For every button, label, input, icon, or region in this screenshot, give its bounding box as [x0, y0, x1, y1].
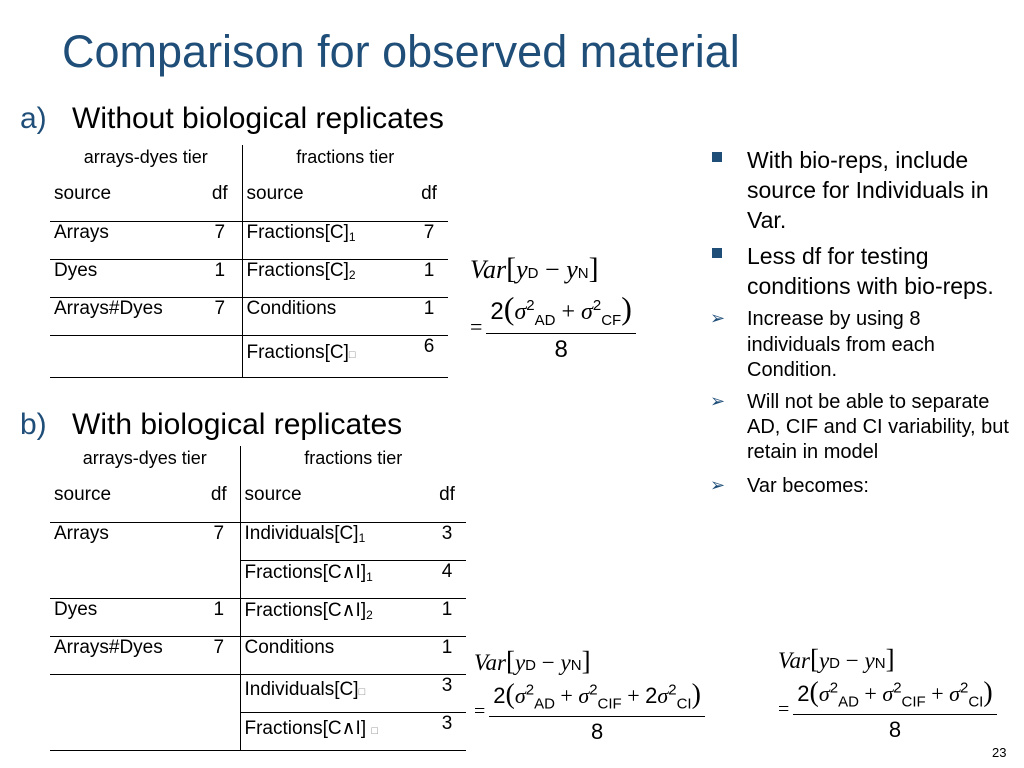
cell-text: Fractions[C]	[246, 341, 349, 363]
table-cell	[240, 674, 428, 712]
minus-sign: −	[845, 648, 859, 673]
plus-sign: +	[561, 299, 576, 325]
var-symbol: Var	[778, 648, 810, 673]
square: 2	[829, 679, 839, 697]
section-a-label: a)	[20, 102, 47, 135]
bullet-item	[712, 146, 1012, 236]
table-a	[50, 145, 448, 378]
subscript-cf: CF	[601, 311, 622, 329]
table-cell	[240, 712, 428, 750]
table-cell: Dyes	[50, 259, 198, 297]
formula-b	[474, 646, 705, 745]
cell-text: Fractions[C∧I]	[244, 561, 367, 583]
bullet-text: Less df for testing conditions with bio-reps.	[747, 242, 994, 299]
fraction	[486, 290, 635, 364]
cell-subscript: 1	[366, 569, 373, 584]
table-row	[50, 259, 448, 297]
subscript-d: D	[829, 655, 841, 672]
subscript-cif: CIF	[597, 695, 622, 713]
denominator: 8	[888, 717, 902, 743]
table-b-h-source1: source	[54, 484, 112, 505]
square: 2	[893, 679, 902, 697]
formula-b-lhs: Var[yD − yN]	[474, 646, 591, 676]
sigma-symbol: σ	[578, 683, 590, 708]
arrow-bullet-icon: ➢	[710, 474, 726, 495]
arrow-bullet-icon: ➢	[710, 390, 726, 411]
table-cell	[240, 636, 428, 674]
table-cell: Arrays#Dyes	[50, 636, 198, 674]
table-cell: Dyes	[50, 598, 198, 636]
bullet-text: Will not be able to separate AD, CIF and CI variability, but retain in model	[747, 390, 1009, 464]
table-a-h-source2: source	[242, 183, 410, 221]
sigma-symbol: σ	[514, 683, 526, 708]
square-bullet-icon	[712, 248, 722, 258]
table-cell	[198, 560, 240, 598]
table-row	[50, 636, 466, 674]
table-cell	[240, 522, 428, 560]
denominator: 8	[590, 719, 604, 745]
table-cell	[242, 335, 410, 377]
table-row	[50, 221, 448, 259]
subscript-ci: CI	[968, 693, 984, 711]
sigma-symbol: σ	[514, 299, 527, 325]
cell-text: Individuals[C]	[244, 678, 359, 700]
table-a-h-df1: df	[211, 183, 228, 204]
table-row	[50, 522, 466, 560]
subscript-d: D	[527, 265, 539, 282]
sub-bullet-item	[660, 390, 1012, 466]
bullet-text: Increase by using 8 individuals from each Condition.	[747, 308, 935, 382]
table-row	[50, 598, 466, 636]
fraction	[489, 679, 705, 745]
formula-c-lhs: Var[yD − yN]	[778, 644, 895, 674]
subscript-cif: CIF	[901, 693, 926, 711]
sigma-symbol: σ	[657, 683, 669, 708]
table-cell: Arrays	[50, 221, 198, 259]
table-cell: 1	[410, 259, 448, 297]
coef: 2	[645, 683, 658, 708]
sub-bullet-item	[660, 307, 1012, 383]
table-cell: 7	[198, 221, 242, 259]
var-symbol: Var	[470, 255, 507, 284]
table-cell	[242, 221, 410, 259]
table-cell: Arrays	[50, 522, 198, 560]
table-b-h-source2: source	[240, 484, 428, 522]
subscript-ad: AD	[838, 693, 859, 711]
missing-glyph-icon: □	[348, 348, 356, 361]
subscript-n: N	[874, 655, 886, 672]
equals-sign: =	[470, 313, 483, 339]
table-cell: 1	[428, 598, 466, 636]
table-a-tier1: arrays-dyes tier	[83, 147, 208, 167]
table-cell	[242, 259, 410, 297]
table-cell	[50, 674, 198, 712]
table-cell: 4	[428, 560, 466, 598]
equals-sign: =	[778, 698, 790, 721]
bullet-item	[712, 242, 1012, 302]
table-cell	[240, 598, 428, 636]
sigma-symbol: σ	[882, 681, 894, 706]
cell-subscript: 2	[366, 607, 373, 622]
table-row	[50, 297, 448, 335]
subscript-ad: AD	[534, 311, 556, 329]
y-symbol: y	[864, 648, 875, 673]
cell-text: Conditions	[246, 297, 337, 319]
table-cell: 7	[410, 221, 448, 259]
formula-a-lhs: Var[yD − yN]	[470, 252, 599, 285]
cell-text: Fractions[C]	[246, 221, 349, 243]
minus-sign: −	[541, 650, 555, 675]
y-symbol: y	[566, 255, 578, 284]
square: 2	[526, 297, 535, 314]
bullet-text: Var becomes:	[747, 474, 869, 497]
subscript-n: N	[570, 657, 582, 674]
subscript-ad: AD	[534, 695, 555, 713]
section-b-label: b)	[20, 408, 47, 441]
square: 2	[525, 681, 535, 699]
subscript-d: D	[525, 657, 537, 674]
table-cell	[198, 674, 240, 712]
table-cell: 7	[198, 522, 240, 560]
plus-sign: +	[864, 681, 877, 706]
plus-sign: +	[560, 683, 573, 708]
table-cell	[198, 712, 240, 750]
table-cell: 7	[198, 297, 242, 335]
cell-subscript: 1	[348, 229, 356, 244]
table-row	[50, 335, 448, 377]
table-b-tier2: fractions tier	[240, 446, 466, 484]
table-cell: 3	[428, 712, 466, 750]
cell-text: Fractions[C∧I]	[244, 717, 367, 739]
table-cell: 3	[428, 522, 466, 560]
minus-sign: −	[545, 255, 560, 284]
table-b-tier1: arrays-dyes tier	[82, 448, 207, 468]
numerator: $2(\sigma^2_{AD} + \sigma^2_{CIF} + 2\sigma^2_{CI})$	[489, 679, 705, 717]
section-a-heading	[20, 102, 444, 136]
cell-subscript: 1	[358, 530, 366, 545]
square: 2	[592, 297, 602, 314]
bullet-list	[712, 146, 1012, 505]
table-b-h-df2: df	[439, 484, 455, 505]
var-symbol: Var	[474, 650, 506, 675]
table-b-h-df1: df	[210, 484, 227, 505]
y-symbol: y	[514, 650, 526, 675]
missing-glyph-icon: □	[371, 724, 379, 737]
table-cell	[242, 297, 410, 335]
table-cell: 6	[410, 335, 448, 377]
square: 2	[668, 681, 677, 699]
table-b	[50, 446, 466, 751]
denominator: 8	[554, 335, 568, 363]
cell-subscript: 2	[348, 267, 356, 282]
coef: 2	[797, 681, 810, 706]
table-cell: 7	[198, 636, 240, 674]
coef: 2	[493, 683, 506, 708]
table-cell: 1	[198, 259, 242, 297]
cell-text: Fractions[C∧I]	[244, 599, 367, 621]
table-cell	[198, 335, 242, 377]
formula-c	[778, 644, 997, 743]
subscript-ci: CI	[676, 695, 692, 713]
missing-glyph-icon: □	[358, 685, 366, 698]
y-symbol: y	[818, 648, 830, 673]
slide-title: Comparison for observed material	[62, 26, 740, 77]
square: 2	[959, 679, 969, 697]
table-cell: 1	[428, 636, 466, 674]
table-cell	[50, 560, 198, 598]
table-cell	[50, 712, 198, 750]
table-row	[50, 712, 466, 750]
square-bullet-icon	[712, 152, 722, 162]
subscript-n: N	[577, 265, 589, 282]
plus-sign: +	[931, 681, 944, 706]
numerator: $2(\sigma^2_{AD} + \sigma^2_{CIF} + \sigma^2_{CI})$	[793, 677, 996, 715]
section-b-heading	[20, 408, 402, 442]
page-number: 23	[992, 745, 1007, 760]
y-symbol: y	[516, 255, 528, 284]
table-a-tier2: fractions tier	[242, 145, 448, 183]
table-row	[50, 674, 466, 712]
table-cell: 3	[428, 674, 466, 712]
formula-a	[470, 252, 636, 364]
table-row	[50, 560, 466, 598]
table-a-h-source1: source	[54, 183, 112, 204]
section-a-text: Without biological replicates	[72, 102, 444, 135]
bullet-text: With bio-reps, include source for Individuals in Var.	[747, 147, 989, 233]
cell-text: Fractions[C]	[246, 259, 349, 281]
section-b-text: With biological replicates	[72, 408, 403, 441]
fraction	[793, 677, 996, 743]
table-cell: Arrays#Dyes	[50, 297, 198, 335]
plus-sign: +	[627, 683, 640, 708]
sigma-symbol: σ	[818, 681, 830, 706]
table-a-h-df2: df	[421, 183, 437, 204]
formula-a-rhs	[470, 290, 636, 364]
table-cell	[50, 335, 198, 377]
formula-b-rhs	[474, 679, 705, 745]
formula-c-rhs	[778, 677, 997, 743]
square: 2	[589, 681, 598, 699]
sigma-symbol: σ	[581, 299, 593, 325]
table-cell	[240, 560, 428, 598]
sigma-symbol: σ	[949, 681, 960, 706]
coef: 2	[490, 298, 504, 325]
table-cell: 1	[410, 297, 448, 335]
arrow-bullet-icon: ➢	[710, 308, 726, 329]
table-cell: 1	[198, 598, 240, 636]
y-symbol: y	[560, 650, 571, 675]
equals-sign: =	[474, 700, 486, 723]
cell-text: Individuals[C]	[244, 522, 359, 544]
numerator: $2(\sigma^2_{AD} + \sigma^2_{CF})$	[486, 290, 635, 334]
sub-bullet-item	[660, 474, 1012, 499]
cell-text: Conditions	[244, 636, 335, 658]
